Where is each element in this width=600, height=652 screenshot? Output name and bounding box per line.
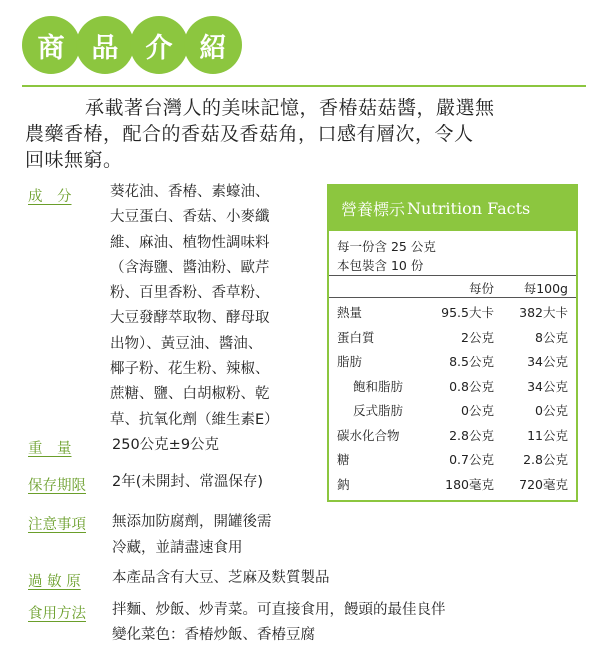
per-100g-value: 11公克 [527,427,568,443]
intro-line: 承載著台灣人的美味記憶，香椿菇菇醬，嚴選無 [85,97,495,119]
usage-line: 變化菜色：香椿炒飯、香椿豆腐 [112,627,315,643]
usage-line: 拌麵、炒飯、炒青菜。可直接食用，饅頭的最佳良伴 [112,602,446,618]
nutrient-name: 反式脂肪 [353,403,404,418]
shelf-life-label: 保存期限 [28,478,86,494]
ingredients-line: 大豆蛋白、香菇、小麥纖 [110,209,270,226]
usage-label: 食用方法 [28,606,86,622]
nutrient-name: 糖 [337,452,350,467]
per-serving-value: 2公克 [461,329,494,345]
ingredients-label: 成 分 [28,189,72,205]
ingredients-list [110,180,279,433]
per-serving-value: 0公克 [461,403,494,418]
per-100g-value: 8公克 [535,329,568,345]
ingredients-line: 葵花油、香椿、素蠔油、 [110,184,270,200]
per-100g-value: 720毫克 [519,476,568,492]
nutrient-name: 蛋白質 [337,329,375,345]
ingredients-line: 大豆發酵萃取物、酵母取 [110,310,270,327]
per-serving-value: 2.8公克 [449,427,494,443]
nutrition-row [329,422,576,446]
title-char: 介 [130,16,188,74]
title-char: 紹 [184,16,242,74]
nutrition-row [329,299,576,323]
nutrient-name: 熱量 [337,305,363,320]
servings-per-package: 本包裝含 10 份 [337,258,424,273]
nutrition-row [329,324,576,348]
per-serving-value: 180毫克 [445,476,494,492]
allergen-value: 本產品含有大豆、芝麻及麩質製品 [112,570,330,586]
weight-value: 250公克±9公克 [112,437,220,453]
shelf-life-value: 2年(未開封、常溫保存) [112,474,264,490]
nutrition-row [329,446,576,470]
per-100g-value: 34公克 [527,354,568,369]
serving-size: 每一份含 25 公克 [337,239,436,254]
nutrition-facts-table [327,184,578,502]
per-100g-value: 382大卡 [519,305,568,320]
nutrition-row [329,471,576,495]
nutrition-header [329,186,576,231]
nutrient-name: 飽和脂肪 [353,378,404,394]
per-serving-value: 8.5公克 [449,354,494,369]
ingredients-line: 椰子粉、花生粉、辣椒、 [110,361,270,378]
col-per-100g: 每100g [523,281,568,296]
nutrition-row [329,373,576,397]
usage-text [112,598,446,648]
per-serving-value: 95.5大卡 [441,305,494,320]
nutrient-name: 鈉 [337,476,350,492]
per-serving-value: 0.8公克 [449,378,494,394]
nutrition-row [329,397,576,421]
ingredients-line: （含海鹽、醬油粉、歐芹 [110,259,270,276]
allergen-label: 過 敏 原 [28,574,81,590]
intro-line: 回味無窮。 [25,149,123,171]
intro-line: 農藥香椿，配合的香菇及香菇角，口感有層次，令人 [25,123,474,145]
intro-paragraph [25,95,585,173]
notice-text [112,509,272,561]
ingredients-line: 維、麻油、植物性調味料 [110,234,270,251]
notice-line: 冷藏，並請盡速食用 [112,540,243,556]
notice-line: 無添加防腐劑，開罐後需 [112,514,272,530]
nutrition-title-en: Nutrition Facts [407,199,531,218]
per-100g-value: 0公克 [535,403,568,418]
col-per-serving: 每份 [468,281,494,296]
ingredients-line: 粉、百里香粉、香草粉、 [110,285,270,302]
per-100g-value: 34公克 [527,378,568,394]
nutrient-name: 碳水化合物 [337,427,400,443]
section-title [22,16,262,76]
per-100g-value: 2.8公克 [523,452,568,467]
per-serving-value: 0.7公克 [449,452,494,467]
weight-label: 重 量 [28,441,72,457]
title-divider [22,85,586,87]
nutrient-name: 脂肪 [337,354,363,369]
ingredients-line: 蔗糖、鹽、白胡椒粉、乾 [110,386,270,403]
notice-label: 注意事項 [28,517,86,533]
title-char: 商 [22,16,80,74]
nutrition-row [329,348,576,372]
column-headers [329,276,576,298]
title-char: 品 [76,16,134,74]
divider [329,297,576,298]
ingredients-line: 草、抗氧化劑（維生素E） [110,411,279,428]
nutrition-title-zh: 營養標示 [341,200,406,219]
ingredients-line: 出物）、黃豆油、醬油、 [110,335,263,352]
